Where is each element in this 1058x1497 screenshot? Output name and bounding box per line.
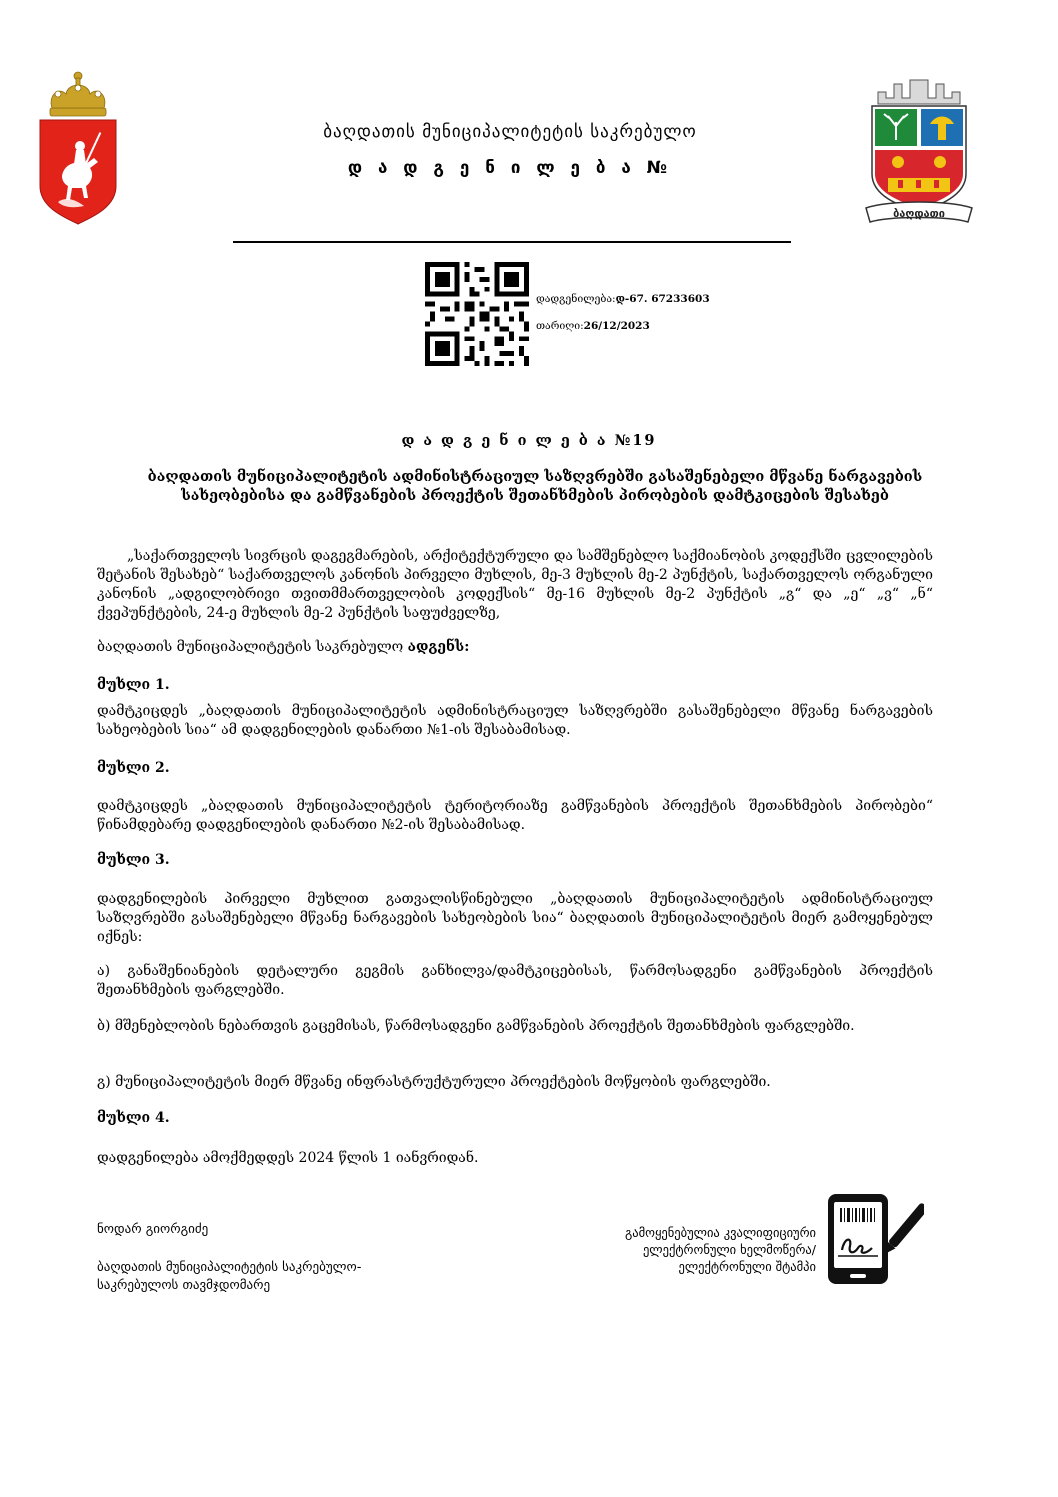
emblem-ribbon-text: ბაღდათი xyxy=(893,207,945,220)
signer-title-line-1: ბაღდათის მუნიციპალიტეტის საკრებულო- xyxy=(97,1260,362,1275)
e-signature-phone-icon xyxy=(826,1192,924,1287)
article-4-text: დადგენილება ამოქმედდეს 2024 წლის 1 იანვრიდან. xyxy=(97,1150,479,1166)
e-signature-notice xyxy=(560,1224,816,1275)
registration-number: დადგენილება:დ-67. 67233603 xyxy=(536,293,710,305)
georgia-coat-of-arms-icon xyxy=(28,68,128,228)
article-3-item-c: გ) მუნიციპალიტეტის მიერ მწვანე ინფრასტრუქტურული პროექტების მოწყობის ფარგლებში. xyxy=(97,1074,771,1090)
e-signature-line-2: ელექტრონული ხელმოწერა/ xyxy=(642,1242,816,1257)
adopts-line: ბაღდათის მუნიციპალიტეტის საკრებულო ადგენს: xyxy=(97,639,470,655)
article-1-heading: მუხლი 1. xyxy=(97,677,170,693)
resolution-number: დ ა დ გ ე ნ ი ლ ე ბ ა №19 xyxy=(401,432,657,449)
e-signature-line-1: გამოყენებულია კვალიფიციური xyxy=(624,1225,816,1240)
header-divider xyxy=(233,241,791,243)
article-2-heading: მუხლი 2. xyxy=(97,760,170,776)
registration-date: თარიღი:26/12/2023 xyxy=(536,320,650,332)
signer-title-line-2: საკრებულოს თავმჯდომარე xyxy=(97,1278,271,1293)
article-3-item-b: ბ) მშენებლობის ნებართვის გაცემისას, წარმოსადგენი გამწვანების პროექტის შეთანხმების ფარგლებში. xyxy=(97,1018,855,1034)
resolution-subject: ბაღდათის მუნიციპალიტეტის ადმინისტრაციულ საზღვრებში გასაშენებელი მწვანე ნარგავების სახეობებისა და გამწვანების პროექტის შეთანხმების პირობების დამტკიცების შესახებ xyxy=(147,468,923,504)
article-3-item-a: ა) განაშენიანების დეტალური გეგმის განხილვა/დამტკიცებისას, წარმოსადგენი გამწვანების პროექტის შეთანხმების ფარგლებში. xyxy=(97,963,933,998)
article-3-heading: მუხლი 3. xyxy=(97,852,170,868)
council-title: ბაღდათის მუნიციპალიტეტის საკრებულო xyxy=(323,122,697,142)
article-1-text: დამტკიცდეს „ბაღდათის მუნიციპალიტეტის ადმინისტრაციულ საზღვრებში გასაშენებელი მწვანე ნარგავების სახეობების სია“ ამ დადგენილების დანართი №1-ის შესაბამისად. xyxy=(97,703,933,738)
signer-title xyxy=(97,1259,361,1295)
signer-name: ნოდარ გიორგიძე xyxy=(97,1222,209,1237)
article-2-text: დამტკიცდეს „ბაღდათის მუნიციპალიტეტის ტერიტორიაზე გამწვანების პროექტის შეთანხმების პირობები“ წინამდებარე დადგენილების დანართი №2-ის შესაბამისად. xyxy=(97,798,933,833)
resolution-heading: დ ა დ გ ე ნ ი ლ ე ბ ა № xyxy=(347,158,673,178)
e-signature-line-3: ელექტრონული შტამპი xyxy=(678,1259,816,1274)
qr-code-icon[interactable] xyxy=(425,262,529,366)
article-3-text: დადგენილების პირველი მუხლით გათვალისწინებული „ბაღდათის მუნიციპალიტეტის ადმინისტრაციულ საზღვრებში გასაშენებელი მწვანე ნარგავების სახეობების სია“ ბაღდათის მუნიციპალიტეტის მიერ გამოყენებულ იქნეს: xyxy=(97,891,933,945)
baghdati-emblem-icon xyxy=(858,70,980,230)
preamble-paragraph: „საქართველოს სივრცის დაგეგმარების, არქიტექტურული და სამშენებლო საქმიანობის კოდექსში ცვლილების შეტანის შესახებ“ საქართველოს კანონის პირველი მუხლის, მე-3 მუხლის მე-2 პუნქტის, საქართველოს ორგანული კანონის „ადგილობრივი თვითმმართველობის კოდექსის“ მე-16 მუხლის მე-2 პუნქტის „გ“ და „ე“ „ვ“ „ნ“ ქვეპუნქტების, 24-ე მუხლის მე-2 პუნქტის საფუძველზე, xyxy=(97,548,933,621)
article-4-heading: მუხლი 4. xyxy=(97,1110,170,1126)
